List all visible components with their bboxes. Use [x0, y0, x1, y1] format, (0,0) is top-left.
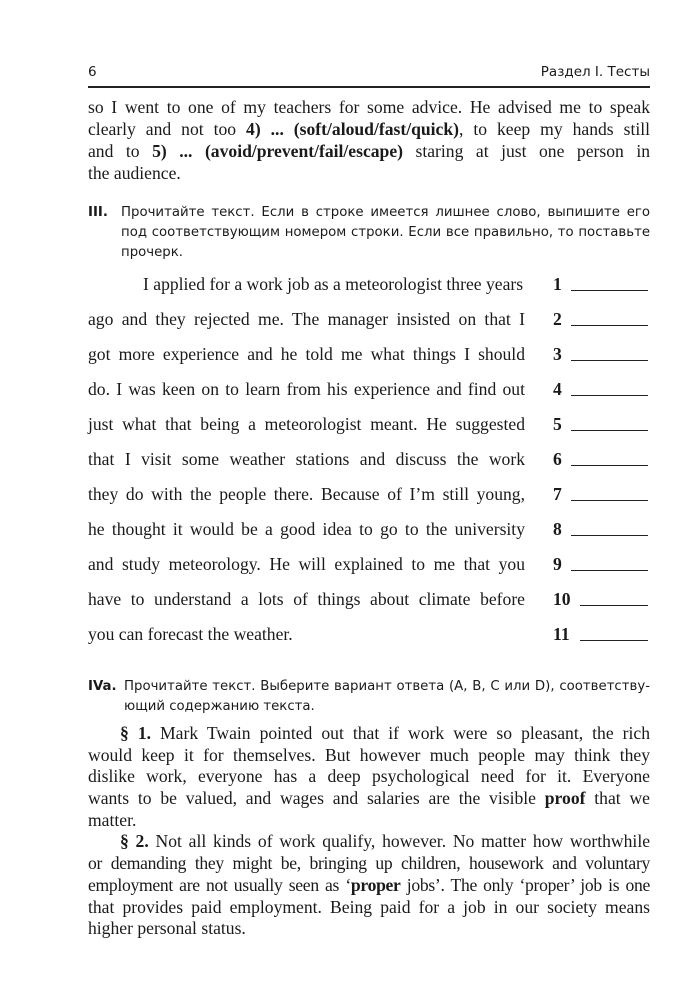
answer-blank[interactable]	[580, 605, 648, 606]
line-number: 7	[553, 484, 562, 504]
numbered-line	[88, 587, 650, 611]
line-text: that I visit some weather stations and discuss the work	[88, 449, 525, 469]
line-number: 9	[553, 554, 562, 574]
line-text: he thought it would be a good idea to go to the university	[88, 519, 525, 539]
task-iva-instruction	[88, 677, 650, 717]
text: the audience.	[88, 163, 181, 183]
line-number: 11	[553, 624, 570, 644]
text: that provides paid employment. Being paid for a job in our society means	[88, 896, 650, 917]
text: so I went to one of my teachers for some advice. He advised me to speak	[88, 97, 650, 117]
text-line	[88, 853, 650, 875]
line-text: ago and they rejected me. The manager insisted on that I	[88, 309, 525, 329]
numbered-line	[88, 447, 650, 471]
line-number: 4	[553, 379, 562, 399]
line-number: 1	[553, 274, 562, 294]
line-text: you can forecast the weather.	[88, 624, 293, 644]
line-number: 8	[553, 519, 562, 539]
page-number: 6	[88, 64, 97, 80]
answer-blank[interactable]	[571, 430, 648, 431]
line-text: just what that being a meteorologist meant. He suggested	[88, 414, 525, 434]
line-number: 6	[553, 449, 562, 469]
text: that we	[585, 788, 650, 809]
line-text: do. I was keen on to learn from his experience and find out	[88, 379, 525, 399]
line-number: 5	[553, 414, 562, 434]
line-number: 10	[553, 589, 571, 609]
line-text: and study meteorology. He will explained to me that you	[88, 554, 525, 574]
numbered-line	[88, 517, 650, 541]
text-line	[88, 788, 650, 810]
numbered-line	[88, 482, 650, 506]
text-line	[88, 723, 650, 745]
numbered-line	[143, 272, 650, 296]
text-line	[88, 897, 650, 919]
text: higher personal status.	[88, 918, 246, 939]
answer-blank[interactable]	[571, 395, 648, 396]
numbered-line	[88, 377, 650, 401]
text-line	[88, 831, 650, 853]
answer-blank[interactable]	[571, 360, 648, 361]
key-word: proper	[350, 874, 401, 895]
answer-blank[interactable]	[571, 290, 648, 291]
previous-paragraph	[88, 96, 650, 184]
instruction-text: Прочитайте текст. Выберите вариант ответа (A, B, C или D), соответству-ющий содержанию текста.	[124, 679, 650, 714]
numbered-line	[88, 622, 650, 646]
task-label: III.	[88, 205, 108, 220]
text-line	[88, 810, 650, 832]
numbered-line	[88, 307, 650, 331]
line-text: they do with the people there. Because of I’m still young,	[88, 484, 525, 504]
text-line	[88, 162, 650, 184]
answer-blank[interactable]	[571, 570, 648, 571]
gap-4-options: 4) ... (soft/aloud/fast/quick)	[246, 119, 460, 139]
text-line	[88, 96, 650, 118]
task-label: IVa.	[88, 679, 117, 694]
section-title: Раздел I. Тесты	[540, 64, 650, 80]
text: , to keep my hands still	[459, 119, 651, 139]
answer-blank[interactable]	[571, 465, 648, 466]
text-line	[88, 875, 650, 897]
paragraph-mark: § 2.	[120, 831, 149, 852]
text: Mark Twain pointed out that if work were so pleasant, the rich	[151, 723, 651, 743]
key-word: proof	[544, 788, 586, 809]
instruction-text: Прочитайте текст. Если в строке имеется лишнее слово, выпишите его под соответствующим номером строки. Если все правильно, то поставьте прочерк.	[121, 205, 650, 260]
line-number: 2	[553, 309, 562, 329]
text: staring at just one person in	[403, 141, 651, 161]
line-text: got more experience and he told me what things I should	[88, 344, 525, 364]
text: employment are not usually seen as ‘	[88, 874, 351, 895]
line-number: 3	[553, 344, 562, 364]
text: Not all kinds of work qualify, however. No matter how worthwhile	[148, 831, 651, 852]
gap-5-options: 5) ... (avoid/prevent/fail/escape)	[152, 141, 404, 161]
answer-blank[interactable]	[571, 500, 648, 501]
answer-blank[interactable]	[571, 325, 648, 326]
numbered-line	[88, 552, 650, 576]
text: matter.	[88, 809, 137, 830]
numbered-line	[88, 412, 650, 436]
running-header	[88, 60, 650, 88]
text-line	[88, 140, 650, 162]
numbered-line	[88, 342, 650, 366]
line-text: have to understand a lots of things about climate before	[88, 589, 525, 609]
line-text: I applied for a work job as a meteorologist three years	[143, 274, 524, 294]
paragraph-mark: § 1.	[120, 723, 152, 743]
text: would keep it for themselves. But however much people may think they	[88, 744, 650, 765]
text-line	[88, 766, 650, 788]
text: dislike work, everyone has a deep psychological need for it. Everyone	[88, 766, 650, 787]
text: or demanding they might be, bringing up children, housework and voluntary	[88, 853, 650, 874]
text: clearly and not too	[88, 119, 247, 139]
text: jobs’. The only ‘proper’ job is one	[400, 874, 650, 895]
text: and to	[88, 141, 153, 161]
answer-blank[interactable]	[580, 640, 648, 641]
reading-text	[88, 723, 650, 940]
text: wants to be valued, and wages and salaries are the visible	[88, 788, 545, 809]
text-line	[88, 118, 650, 140]
answer-blank[interactable]	[571, 535, 648, 536]
task-iii-instruction	[88, 203, 650, 263]
text-line	[88, 918, 650, 940]
text-line	[88, 745, 650, 767]
